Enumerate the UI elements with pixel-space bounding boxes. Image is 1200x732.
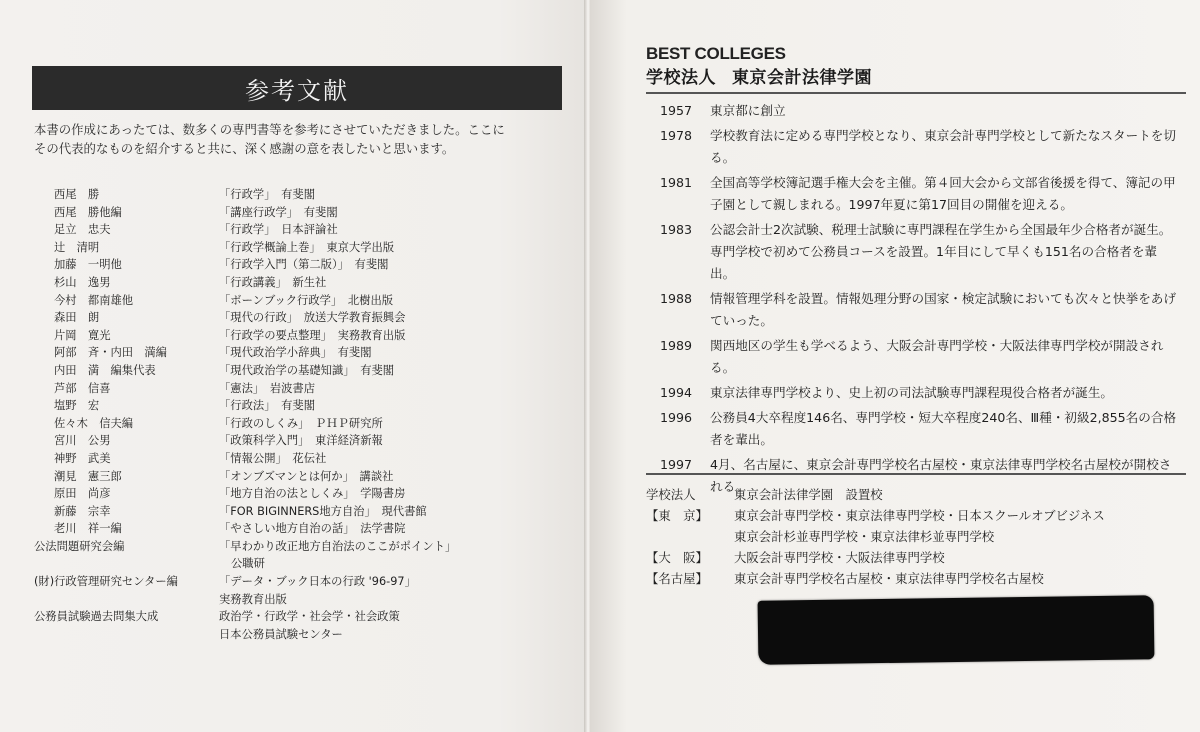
affiliation-row <box>646 505 1186 526</box>
reference-book: 「憲法」 岩波書店 <box>219 381 316 395</box>
reference-publisher: 公職研 <box>231 557 265 571</box>
history-entry <box>660 382 1180 404</box>
reference-row <box>34 415 574 433</box>
affiliation-label: 【名古屋】 <box>646 571 708 586</box>
school-name: 東京会計法律学園 <box>732 68 872 88</box>
reference-book: 「早わかり改正地方自治法のここがポイント」 <box>219 539 457 553</box>
reference-row <box>34 309 574 327</box>
left-page <box>0 0 586 732</box>
reference-author: (財)行政管理研究センター編 <box>34 575 178 589</box>
history-text: 関西地区の学生も学べるよう、大阪会計専門学校・大阪法律専門学校が開設される。 <box>710 338 1164 375</box>
reference-row <box>34 397 574 415</box>
reference-book: 「地方自治の法としくみ」 学陽書房 <box>219 487 406 501</box>
reference-author: 西尾 勝 <box>54 188 100 201</box>
reference-book: 「行政学」 有斐閣 <box>219 188 316 201</box>
intro-line: 本書の作成にあったては、数多くの専門書等を参考にさせていただきました。ここに <box>34 122 505 137</box>
affiliation-value: 大阪会計専門学校・大阪法律専門学校 <box>734 550 945 565</box>
history-text: 学校教育法に定める専門学校となり、東京会計専門学校として新たなスタートを切る。 <box>710 128 1176 165</box>
affiliation-label: 【東 京】 <box>646 508 708 523</box>
affiliation-row <box>646 547 1186 568</box>
history-text: 全国高等学校簿記選手権大会を主催。第４回大会から文部省後援を得て、簿記の甲子園として親しまれる。1997年夏に第17回目の開催を迎える。 <box>710 175 1176 212</box>
history-text: 公認会計士2次試験、税理士試験に専門課程在学生から全国最年少合格者が誕生。専門学校で初めて公務員コースを設置。1年目にして早くも151名の合格者を輩出。 <box>710 222 1172 281</box>
reference-row <box>34 221 574 239</box>
history-entry <box>660 335 1180 379</box>
references-intro <box>34 120 549 158</box>
history-year: 1988 <box>660 291 693 306</box>
history-year: 1997 <box>660 457 693 472</box>
reference-row <box>34 256 574 274</box>
history-text: 情報管理学科を設置。情報処理分野の国家・検定試験においても次々と快挙をあげていった。 <box>710 291 1176 328</box>
affiliation-row <box>646 526 1186 547</box>
reference-author: 内田 満 編集代表 <box>54 363 156 377</box>
reference-row <box>34 204 574 222</box>
reference-author: 老川 祥一編 <box>54 522 122 536</box>
reference-row-continued <box>34 626 574 644</box>
affiliation-value: 東京会計専門学校名古屋校・東京法律専門学校名古屋校 <box>734 571 1044 586</box>
history-text: 東京法律専門学校より、史上初の司法試験専門課程現役合格者が誕生。 <box>710 385 1113 400</box>
reference-row <box>34 573 574 591</box>
reference-book: 「現代政治学の基礎知識」 有斐閣 <box>219 363 395 377</box>
reference-author: 阿部 斉・内田 満編 <box>54 346 167 360</box>
reference-author: 足立 忠夫 <box>54 223 111 237</box>
reference-book: 「講座行政学」 有斐閣 <box>219 205 338 219</box>
affiliation-label <box>646 526 734 547</box>
reference-author: 片岡 寛光 <box>54 328 111 342</box>
reference-row <box>34 608 574 626</box>
affiliation-value: 東京会計杉並専門学校・東京法律杉並専門学校 <box>734 529 995 544</box>
reference-row <box>34 468 574 486</box>
reference-row <box>34 344 574 362</box>
history-year: 1996 <box>660 410 693 425</box>
reference-row <box>34 274 574 292</box>
history-entry <box>660 172 1180 216</box>
reference-row <box>34 292 574 310</box>
reference-row <box>34 520 574 538</box>
divider <box>646 92 1186 94</box>
reference-author: 神野 武美 <box>54 451 111 465</box>
reference-book: 「オンブズマンとは何か」 講談社 <box>219 469 394 483</box>
affiliation-value: 東京会計専門学校・東京法律専門学校・日本スクールオブビジネス <box>734 508 1105 523</box>
history-year: 1994 <box>660 385 693 400</box>
history-timeline <box>660 100 1180 501</box>
reference-author: 今村 都南雄他 <box>54 293 134 307</box>
reference-author: 佐々木 信夫編 <box>54 416 134 430</box>
reference-author: 新藤 宗幸 <box>54 504 111 518</box>
history-year: 1989 <box>660 338 693 353</box>
affiliation-label: 【大 阪】 <box>646 550 708 565</box>
redaction-marker <box>758 595 1155 665</box>
history-year: 1983 <box>660 222 693 237</box>
reference-author: 芦部 信喜 <box>54 381 111 395</box>
reference-author: 辻 清明 <box>54 240 100 254</box>
reference-book: 「FOR BIGINNERS地方自治」 現代書館 <box>219 504 427 518</box>
history-text: 東京都に創立 <box>710 103 786 118</box>
history-text: 公務員4大卒程度146名、専門学校・短大卒程度240名、Ⅲ種・初級2,855名の合格者を輩出。 <box>710 410 1177 447</box>
reference-book: 「やさしい地方自治の話」 法学書院 <box>219 522 406 536</box>
references-list <box>34 186 574 643</box>
reference-publisher: 日本公務員試験センター <box>219 627 343 641</box>
history-year: 1978 <box>660 128 693 143</box>
reference-row-continued <box>34 591 574 609</box>
affiliation-row <box>646 568 1186 589</box>
history-text: 4月、名古屋に、東京会計専門学校名古屋校・東京法律専門学校名古屋校が開校される。 <box>710 457 1172 494</box>
reference-book: 「現代政治学小辞典」 有斐閣 <box>219 346 372 360</box>
reference-row <box>34 327 574 345</box>
reference-author: 塩野 宏 <box>54 399 100 413</box>
history-year: 1981 <box>660 175 693 190</box>
history-entry <box>660 407 1180 451</box>
reference-author: 公法問題研究会編 <box>34 539 125 553</box>
reference-publisher: 実務教育出版 <box>219 592 287 606</box>
reference-row <box>34 362 574 380</box>
intro-line: その代表的なものを紹介すると共に、深く感謝の意を表したいと思います。 <box>34 141 455 156</box>
reference-author: 杉山 逸男 <box>54 275 111 289</box>
reference-row <box>34 485 574 503</box>
reference-author: 森田 朗 <box>54 311 100 325</box>
reference-book: 政治学・行政学・社会学・社会政策 <box>219 610 400 624</box>
reference-author: 潮見 憲三郎 <box>54 469 122 483</box>
right-page <box>590 0 1200 732</box>
school-title <box>646 63 872 88</box>
history-entry <box>660 125 1180 169</box>
history-entry <box>660 100 1180 122</box>
brand-english: BEST COLLEGES <box>646 44 786 63</box>
reference-book: 「行政法」 有斐閣 <box>219 399 316 413</box>
history-entry <box>660 288 1180 332</box>
affiliation-label: 学校法人 <box>646 487 696 502</box>
reference-author: 宮川 公男 <box>54 434 111 448</box>
reference-row <box>34 239 574 257</box>
affiliation-row <box>646 484 1186 505</box>
reference-row <box>34 186 574 204</box>
history-entry <box>660 219 1180 285</box>
affiliation-value: 東京会計法律学園 設置校 <box>734 487 883 502</box>
reference-book: 「情報公開」 花伝社 <box>219 451 327 465</box>
reference-author: 公務員試験過去問集大成 <box>34 610 159 624</box>
reference-author: 西尾 勝他編 <box>54 205 122 219</box>
reference-book: 「行政学の要点整理」 実務教育出版 <box>219 328 406 342</box>
reference-book: 「行政学入門（第二版）」 有斐閣 <box>219 258 389 272</box>
reference-book: 「現代の行政」 放送大学教育振興会 <box>219 311 406 325</box>
reference-row <box>34 380 574 398</box>
affiliated-schools <box>646 484 1186 589</box>
reference-row <box>34 538 574 556</box>
divider <box>646 473 1186 475</box>
reference-row-continued <box>34 555 574 573</box>
reference-book: 「行政学」 日本評論社 <box>219 223 338 237</box>
reference-row <box>34 503 574 521</box>
reference-book: 「政策科学入門」 東洋経済新報 <box>219 434 383 448</box>
reference-author: 原田 尚彦 <box>54 487 111 501</box>
reference-book: 「行政のしくみ」 ＰＨＰ研究所 <box>219 416 383 430</box>
reference-book: 「行政学概論上巻」 東京大学出版 <box>219 240 395 254</box>
corp-label: 学校法人 <box>646 68 716 88</box>
reference-row <box>34 432 574 450</box>
reference-row <box>34 450 574 468</box>
history-year: 1957 <box>660 103 693 118</box>
references-heading: 参考文献 <box>32 66 562 110</box>
reference-book: 「データ・ブック日本の行政 '96-97」 <box>219 575 416 589</box>
reference-book: 「行政講義」 新生社 <box>219 275 327 289</box>
reference-book: 「ボーンブック行政学」 北樹出版 <box>219 293 394 307</box>
reference-author: 加藤 一明他 <box>54 258 122 272</box>
